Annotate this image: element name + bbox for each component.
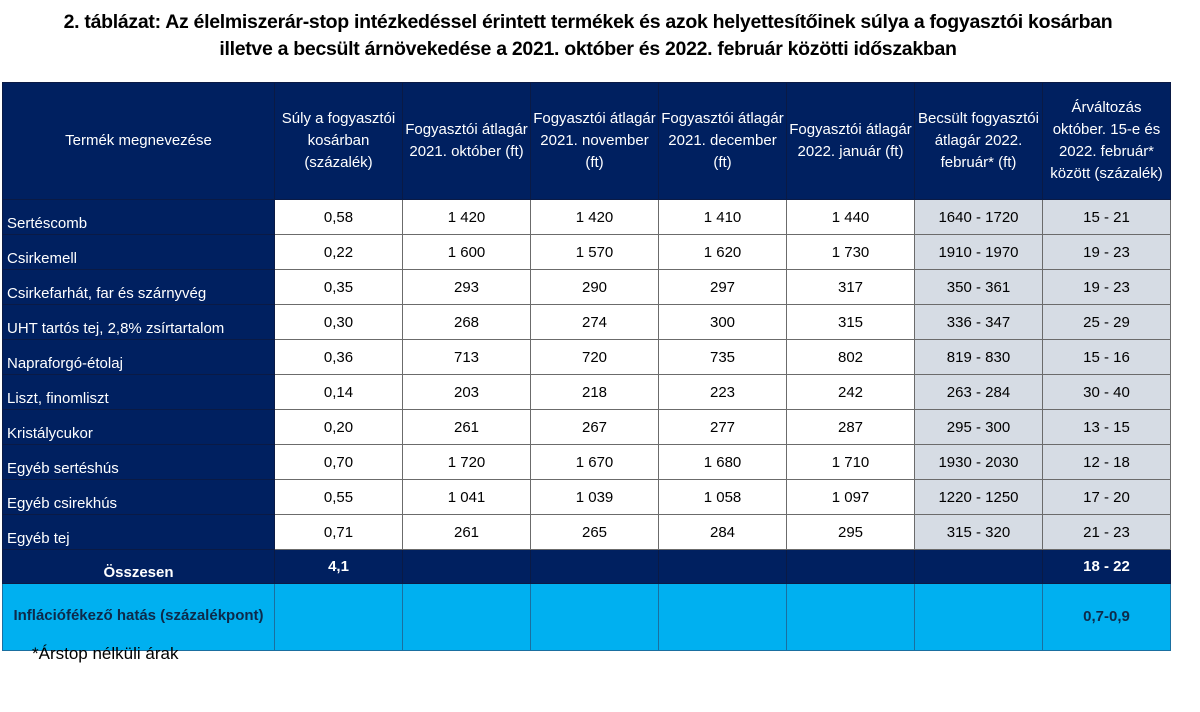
header-price-change: Árváltozás október. 15-e és 2022. február* között (százalék) bbox=[1043, 83, 1171, 200]
table-row bbox=[3, 375, 1171, 410]
cell-price-dec-2021: 297 bbox=[659, 270, 787, 305]
cell-price-change: 25 - 29 bbox=[1043, 305, 1171, 340]
cell-price-dec-2021: 735 bbox=[659, 340, 787, 375]
header-price-jan-2022: Fogyasztói átlagár 2022. január (ft) bbox=[787, 83, 915, 200]
header-weight: Súly a fogyasztói kosárban (százalék) bbox=[275, 83, 403, 200]
cell-price-change: 15 - 16 bbox=[1043, 340, 1171, 375]
cell-price-change: 12 - 18 bbox=[1043, 445, 1171, 480]
table-row bbox=[3, 410, 1171, 445]
cell-price-nov-2021: 265 bbox=[531, 515, 659, 550]
cell-product-name: Egyéb csirekhús bbox=[3, 480, 275, 515]
cell-product-name: Napraforgó-étolaj bbox=[3, 340, 275, 375]
table-row bbox=[3, 200, 1171, 235]
cell-price-jan-2022: 802 bbox=[787, 340, 915, 375]
cell-estimated-price-feb-2022: 350 - 361 bbox=[915, 270, 1043, 305]
cell-weight: 0,58 bbox=[275, 200, 403, 235]
cell-estimated-price-feb-2022 bbox=[915, 550, 1043, 584]
table-row bbox=[3, 305, 1171, 340]
cell-estimated-price-feb-2022 bbox=[915, 584, 1043, 651]
cell-estimated-price-feb-2022: 819 - 830 bbox=[915, 340, 1043, 375]
total-row bbox=[3, 550, 1171, 584]
cell-product-name: Csirkemell bbox=[3, 235, 275, 270]
cell-price-jan-2022: 1 440 bbox=[787, 200, 915, 235]
cell-price-change: 17 - 20 bbox=[1043, 480, 1171, 515]
cell-price-nov-2021: 267 bbox=[531, 410, 659, 445]
table-body bbox=[3, 200, 1171, 651]
table-row bbox=[3, 480, 1171, 515]
cell-estimated-price-feb-2022: 1640 - 1720 bbox=[915, 200, 1043, 235]
cell-weight: 0,30 bbox=[275, 305, 403, 340]
cell-price-oct-2021: 1 720 bbox=[403, 445, 531, 480]
cell-price-dec-2021: 300 bbox=[659, 305, 787, 340]
cell-price-change: 30 - 40 bbox=[1043, 375, 1171, 410]
cell-product-name: Csirkefarhát, far és szárnyvég bbox=[3, 270, 275, 305]
cell-price-change: 0,7-0,9 bbox=[1043, 584, 1171, 651]
table-row bbox=[3, 445, 1171, 480]
cell-price-dec-2021: 223 bbox=[659, 375, 787, 410]
cell-price-nov-2021: 274 bbox=[531, 305, 659, 340]
inflation-effect-row bbox=[3, 584, 1171, 651]
cell-price-oct-2021 bbox=[403, 550, 531, 584]
cell-price-jan-2022: 317 bbox=[787, 270, 915, 305]
cell-price-jan-2022: 1 097 bbox=[787, 480, 915, 515]
cell-price-oct-2021: 1 420 bbox=[403, 200, 531, 235]
cell-price-jan-2022 bbox=[787, 584, 915, 651]
cell-product-name: UHT tartós tej, 2,8% zsírtartalom bbox=[3, 305, 275, 340]
cell-product-name: Kristálycukor bbox=[3, 410, 275, 445]
cell-price-change: 18 - 22 bbox=[1043, 550, 1171, 584]
cell-estimated-price-feb-2022: 1220 - 1250 bbox=[915, 480, 1043, 515]
cell-price-oct-2021: 1 041 bbox=[403, 480, 531, 515]
table-title bbox=[0, 9, 1170, 63]
cell-price-jan-2022: 315 bbox=[787, 305, 915, 340]
footnote: *Árstop nélküli árak bbox=[32, 644, 179, 663]
cell-price-dec-2021 bbox=[659, 550, 787, 584]
table-row bbox=[3, 235, 1171, 270]
cell-estimated-price-feb-2022: 1930 - 2030 bbox=[915, 445, 1043, 480]
header-price-nov-2021: Fogyasztói átlagár 2021. november (ft) bbox=[531, 83, 659, 200]
cell-price-nov-2021: 1 039 bbox=[531, 480, 659, 515]
cell-product-name: Egyéb tej bbox=[3, 515, 275, 550]
cell-price-dec-2021: 284 bbox=[659, 515, 787, 550]
cell-weight: 0,35 bbox=[275, 270, 403, 305]
cell-price-oct-2021: 261 bbox=[403, 410, 531, 445]
cell-price-jan-2022 bbox=[787, 550, 915, 584]
cell-price-nov-2021: 1 570 bbox=[531, 235, 659, 270]
cell-price-oct-2021: 203 bbox=[403, 375, 531, 410]
header-row bbox=[3, 83, 1171, 200]
cell-price-oct-2021: 713 bbox=[403, 340, 531, 375]
cell-price-change: 13 - 15 bbox=[1043, 410, 1171, 445]
cell-estimated-price-feb-2022: 1910 - 1970 bbox=[915, 235, 1043, 270]
cell-weight: 0,70 bbox=[275, 445, 403, 480]
cell-product-name: Liszt, finomliszt bbox=[3, 375, 275, 410]
cell-weight: 0,22 bbox=[275, 235, 403, 270]
cell-price-nov-2021 bbox=[531, 584, 659, 651]
cell-price-jan-2022: 242 bbox=[787, 375, 915, 410]
cell-price-oct-2021: 261 bbox=[403, 515, 531, 550]
table-row bbox=[3, 270, 1171, 305]
cell-price-jan-2022: 287 bbox=[787, 410, 915, 445]
cell-price-dec-2021: 277 bbox=[659, 410, 787, 445]
cell-product-name: Inflációfékező hatás (százalékpont) bbox=[3, 584, 275, 651]
cell-price-oct-2021 bbox=[403, 584, 531, 651]
cell-weight: 0,55 bbox=[275, 480, 403, 515]
cell-estimated-price-feb-2022: 336 - 347 bbox=[915, 305, 1043, 340]
cell-price-jan-2022: 1 730 bbox=[787, 235, 915, 270]
cell-estimated-price-feb-2022: 315 - 320 bbox=[915, 515, 1043, 550]
cell-estimated-price-feb-2022: 263 - 284 bbox=[915, 375, 1043, 410]
cell-price-dec-2021: 1 620 bbox=[659, 235, 787, 270]
cell-price-dec-2021: 1 058 bbox=[659, 480, 787, 515]
cell-price-nov-2021: 1 670 bbox=[531, 445, 659, 480]
cell-price-jan-2022: 295 bbox=[787, 515, 915, 550]
cell-price-nov-2021: 720 bbox=[531, 340, 659, 375]
cell-estimated-price-feb-2022: 295 - 300 bbox=[915, 410, 1043, 445]
table-row bbox=[3, 515, 1171, 550]
cell-weight: 0,20 bbox=[275, 410, 403, 445]
cell-price-jan-2022: 1 710 bbox=[787, 445, 915, 480]
cell-price-dec-2021 bbox=[659, 584, 787, 651]
cell-price-change: 15 - 21 bbox=[1043, 200, 1171, 235]
cell-price-nov-2021: 290 bbox=[531, 270, 659, 305]
cell-weight: 0,71 bbox=[275, 515, 403, 550]
cell-price-nov-2021: 218 bbox=[531, 375, 659, 410]
cell-weight: 0,36 bbox=[275, 340, 403, 375]
cell-weight: 0,14 bbox=[275, 375, 403, 410]
cell-price-nov-2021: 1 420 bbox=[531, 200, 659, 235]
table-title-line-1: 2. táblázat: Az élelmiszerár-stop intézkedéssel érintett termékek és azok helyettesítőinek súlya a fogyasztói kosárban bbox=[63, 11, 1113, 33]
header-product-name: Termék megnevezése bbox=[3, 83, 275, 200]
cell-price-change: 21 - 23 bbox=[1043, 515, 1171, 550]
price-table bbox=[2, 82, 1171, 651]
cell-price-oct-2021: 268 bbox=[403, 305, 531, 340]
cell-price-change: 19 - 23 bbox=[1043, 235, 1171, 270]
cell-price-nov-2021 bbox=[531, 550, 659, 584]
cell-weight: 4,1 bbox=[275, 550, 403, 584]
table-title-line-2: illetve a becsült árnövekedése a 2021. október és 2022. február közötti időszakban bbox=[219, 38, 957, 60]
cell-product-name: Sertéscomb bbox=[3, 200, 275, 235]
header-estimated-price-feb-2022: Becsült fogyasztói átlagár 2022. február* (ft) bbox=[915, 83, 1043, 200]
header-price-oct-2021: Fogyasztói átlagár 2021. október (ft) bbox=[403, 83, 531, 200]
cell-price-change: 19 - 23 bbox=[1043, 270, 1171, 305]
cell-price-dec-2021: 1 680 bbox=[659, 445, 787, 480]
cell-product-name: Összesen bbox=[3, 550, 275, 584]
table-row bbox=[3, 340, 1171, 375]
cell-price-oct-2021: 293 bbox=[403, 270, 531, 305]
header-price-dec-2021: Fogyasztói átlagár 2021. december (ft) bbox=[659, 83, 787, 200]
cell-weight bbox=[275, 584, 403, 651]
cell-product-name: Egyéb sertéshús bbox=[3, 445, 275, 480]
cell-price-dec-2021: 1 410 bbox=[659, 200, 787, 235]
cell-price-oct-2021: 1 600 bbox=[403, 235, 531, 270]
